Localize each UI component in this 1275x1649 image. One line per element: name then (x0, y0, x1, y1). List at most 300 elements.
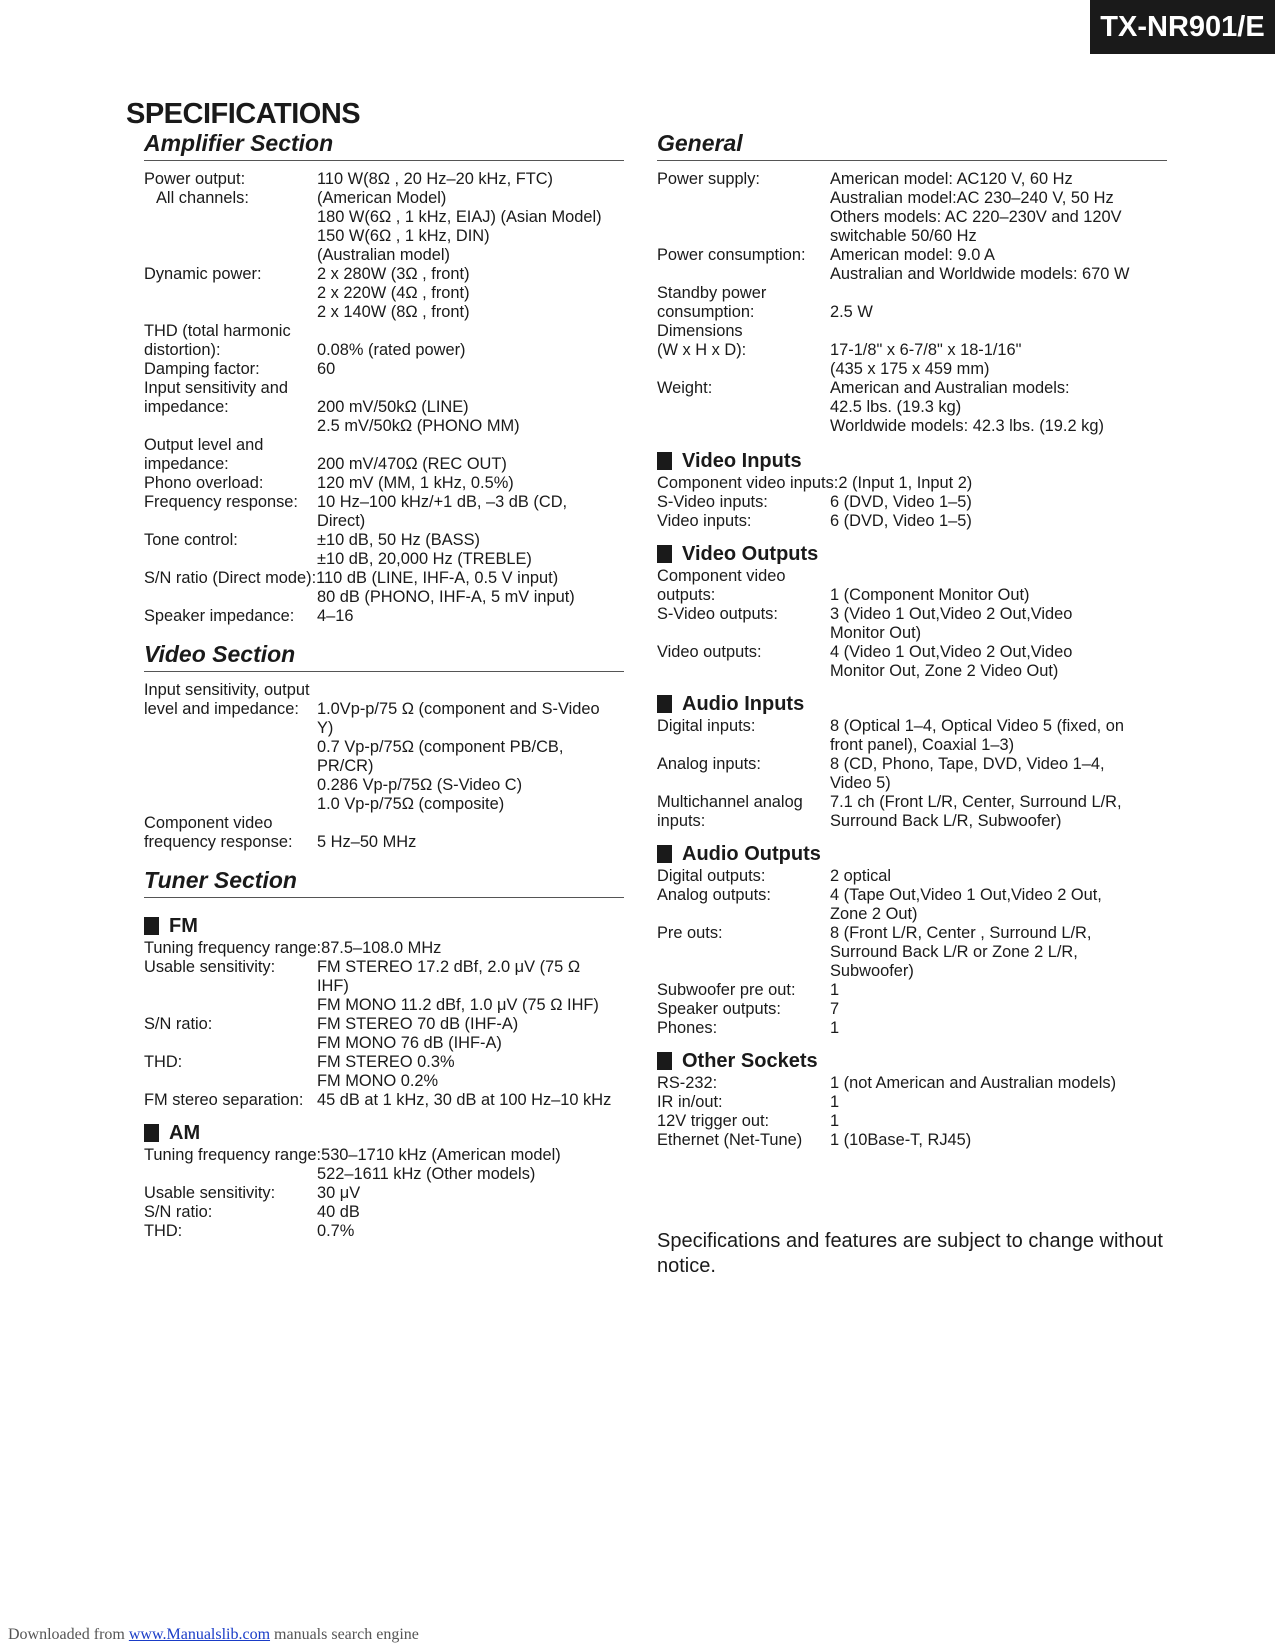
spec-label (144, 550, 317, 569)
spec-value: 110 dB (LINE, IHF-A, 0.5 V input) (316, 569, 559, 587)
spec-row (657, 567, 1167, 586)
right-column (657, 128, 1167, 1150)
spec-row (657, 341, 1167, 360)
spec-row (144, 776, 624, 795)
spec-label (144, 246, 317, 265)
spec-row (144, 303, 624, 322)
spec-row (144, 833, 624, 852)
subsection-title: Audio Inputs (682, 693, 805, 715)
spec-label: THD: (144, 1222, 183, 1240)
spec-label: consumption: (657, 303, 755, 321)
spec-value: Surround Back L/R or Zone 2 L/R, (830, 943, 1078, 961)
square-bullet-icon (144, 917, 159, 935)
spec-value: Direct) (317, 512, 366, 530)
spec-row (144, 189, 624, 208)
spec-label: All channels: (156, 189, 249, 207)
spec-row (657, 379, 1167, 398)
spec-value: 45 dB at 1 kHz, 30 dB at 100 Hz–10 kHz (317, 1091, 612, 1109)
subsection-fm (144, 914, 624, 1110)
spec-value: Subwoofer) (830, 962, 914, 980)
spec-label: Video inputs: (657, 512, 752, 530)
square-bullet-icon (144, 1124, 159, 1142)
spec-label: FM stereo separation: (144, 1091, 304, 1109)
spec-row (144, 284, 624, 303)
spec-label (144, 417, 317, 436)
spec-label (657, 265, 830, 284)
spec-row (144, 569, 624, 588)
spec-label: Phones: (657, 1019, 718, 1037)
spec-label: RS-232: (657, 1074, 718, 1092)
spec-value: 8 (Front L/R, Center , Surround L/R, (830, 924, 1092, 942)
spec-label: Input sensitivity and (144, 379, 288, 397)
spec-value: IHF) (317, 977, 349, 995)
spec-label (657, 962, 830, 981)
spec-label: S-Video inputs: (657, 493, 768, 511)
spec-value: 2 (Input 1, Input 2) (838, 474, 973, 492)
subsection-heading (657, 842, 1167, 866)
spec-label (144, 588, 317, 607)
spec-value: 3 (Video 1 Out,Video 2 Out,Video (830, 605, 1073, 623)
spec-label: Speaker outputs: (657, 1000, 781, 1018)
spec-value: 1 (10Base-T, RJ45) (830, 1131, 972, 1149)
spec-label: Multichannel analog (657, 793, 803, 811)
spec-row (144, 1222, 624, 1241)
subsection-audio-outputs (657, 842, 1167, 1038)
spec-row (657, 474, 1167, 493)
spec-row (144, 996, 624, 1015)
spec-label (144, 303, 317, 322)
spec-row (144, 588, 624, 607)
spec-value: 87.5–108.0 MHz (321, 939, 442, 957)
spec-value: ±10 dB, 20,000 Hz (TREBLE) (317, 550, 532, 568)
spec-label: S/N ratio (Direct mode): (144, 569, 317, 587)
spec-row (144, 246, 624, 265)
spec-label (657, 398, 830, 417)
spec-row (144, 1034, 624, 1053)
spec-value (317, 436, 624, 455)
spec-row (144, 700, 624, 719)
spec-row (657, 208, 1167, 227)
spec-label: Tone control: (144, 531, 238, 549)
spec-row (144, 493, 624, 512)
spec-value: Monitor Out, Zone 2 Video Out) (830, 662, 1059, 680)
spec-row (144, 379, 624, 398)
spec-value: 60 (317, 360, 336, 378)
section-video-section (144, 639, 624, 852)
spec-label: impedance: (144, 398, 229, 416)
spec-value: 10 Hz–100 kHz/+1 dB, –3 dB (CD, (317, 493, 568, 511)
spec-row (657, 284, 1167, 303)
spec-value: Surround Back L/R, Subwoofer) (830, 812, 1062, 830)
spec-value: FM STEREO 0.3% (317, 1053, 455, 1071)
spec-label: Input sensitivity, output (144, 681, 310, 699)
spec-value: 2.5 W (830, 303, 873, 321)
spec-value: 5 Hz–50 MHz (317, 833, 417, 851)
spec-value (830, 284, 1167, 303)
spec-row (657, 1074, 1167, 1093)
spec-label: distortion): (144, 341, 221, 359)
spec-row (657, 227, 1167, 246)
spec-row (657, 924, 1167, 943)
spec-label: inputs: (657, 812, 706, 830)
spec-value: 1 (Component Monitor Out) (830, 586, 1030, 604)
spec-label (657, 905, 830, 924)
footer-suffix: manuals search engine (270, 1626, 419, 1643)
spec-label: Weight: (657, 379, 713, 397)
spec-value: 40 dB (317, 1203, 360, 1221)
spec-label: (W x H x D): (657, 341, 747, 359)
spec-row (144, 939, 624, 958)
spec-label: Speaker impedance: (144, 607, 295, 625)
spec-value (317, 379, 624, 398)
subsection-heading (657, 692, 1167, 716)
subsection-heading (144, 914, 624, 938)
spec-row (657, 170, 1167, 189)
spec-value: 0.7 Vp-p/75Ω (component PB/CB, PR/CR) (317, 738, 564, 775)
spec-label (144, 738, 317, 776)
spec-row (144, 531, 624, 550)
spec-row (144, 814, 624, 833)
spec-label: IR in/out: (657, 1093, 723, 1111)
spec-row (657, 662, 1167, 681)
spec-label (144, 776, 317, 795)
spec-label: Damping factor: (144, 360, 260, 378)
spec-value: 4 (Tape Out,Video 1 Out,Video 2 Out, (830, 886, 1102, 904)
spec-row (144, 1184, 624, 1203)
subsection-other-sockets (657, 1049, 1167, 1150)
square-bullet-icon (657, 1052, 672, 1070)
spec-value: Video 5) (830, 774, 891, 792)
spec-value: switchable 50/60 Hz (830, 227, 977, 245)
subsection-video-inputs (657, 449, 1167, 531)
spec-label: Pre outs: (657, 924, 723, 942)
spec-label (657, 208, 830, 227)
spec-label: Component video inputs: (657, 474, 839, 492)
spec-value (830, 322, 1167, 341)
spec-label: outputs: (657, 586, 716, 604)
spec-label (144, 512, 317, 531)
spec-value: 1 (830, 1093, 840, 1111)
subsection-am (144, 1121, 624, 1241)
spec-row (144, 227, 624, 246)
spec-value (317, 814, 624, 833)
spec-value: (435 x 175 x 459 mm) (830, 360, 990, 378)
spec-row (657, 303, 1167, 322)
spec-row (144, 474, 624, 493)
spec-value: 8 (CD, Phono, Tape, DVD, Video 1–4, (830, 755, 1105, 773)
spec-row (657, 605, 1167, 624)
spec-value: 1.0 Vp-p/75Ω (composite) (317, 795, 505, 813)
spec-row (144, 1072, 624, 1091)
spec-label (144, 227, 317, 246)
spec-label: Component video (144, 814, 273, 832)
spec-label: S/N ratio: (144, 1015, 213, 1033)
spec-row (144, 417, 624, 436)
spec-value: 0.286 Vp-p/75Ω (S-Video C) (317, 776, 523, 794)
spec-value: FM MONO 0.2% (317, 1072, 439, 1090)
spec-value: FM MONO 76 dB (IHF-A) (317, 1034, 502, 1052)
spec-value: Y) (317, 719, 334, 737)
square-bullet-icon (657, 695, 672, 713)
subsection-heading (657, 542, 1167, 566)
spec-row (657, 962, 1167, 981)
spec-value: 522–1611 kHz (Other models) (317, 1165, 536, 1183)
spec-label: Power consumption: (657, 246, 806, 264)
spec-label: S/N ratio: (144, 1203, 213, 1221)
footer (8, 1626, 419, 1644)
spec-value (830, 567, 1167, 586)
square-bullet-icon (657, 452, 672, 470)
spec-row (657, 793, 1167, 812)
spec-label: impedance: (144, 455, 229, 473)
spec-row (144, 512, 624, 531)
spec-row (144, 208, 624, 227)
spec-label: Phono overload: (144, 474, 264, 492)
spec-row (657, 1093, 1167, 1112)
spec-label: Digital outputs: (657, 867, 766, 885)
spec-row (657, 189, 1167, 208)
spec-value: 4–16 (317, 607, 354, 625)
spec-row (657, 812, 1167, 831)
model-tag: TX-NR901/E (1090, 0, 1275, 54)
spec-value: ±10 dB, 50 Hz (BASS) (317, 531, 480, 549)
subsection-heading (657, 449, 1167, 473)
spec-value (317, 322, 624, 341)
spec-value: American and Australian models: (830, 379, 1070, 397)
spec-value: 4 (Video 1 Out,Video 2 Out,Video (830, 643, 1073, 661)
spec-value: 42.5 lbs. (19.3 kg) (830, 398, 962, 416)
spec-label (657, 774, 830, 793)
spec-row (657, 1019, 1167, 1038)
spec-label: Digital inputs: (657, 717, 756, 735)
spec-value: 1 (830, 1112, 840, 1130)
spec-row (144, 1091, 624, 1110)
spec-row (144, 1015, 624, 1034)
spec-value: Monitor Out) (830, 624, 922, 642)
spec-row (657, 943, 1167, 962)
spec-label (144, 284, 317, 303)
spec-row (144, 607, 624, 626)
spec-row (657, 586, 1167, 605)
spec-value: FM MONO 11.2 dBf, 1.0 μV (75 Ω IHF) (317, 996, 599, 1014)
spec-row (144, 738, 624, 776)
spec-row (144, 341, 624, 360)
spec-value: 2 x 220W (4Ω , front) (317, 284, 470, 302)
spec-row (144, 265, 624, 284)
spec-label: Tuning frequency range: (144, 939, 322, 957)
spec-row (144, 322, 624, 341)
spec-label (144, 208, 317, 227)
spec-label: Component video (657, 567, 786, 585)
section-general (657, 128, 1167, 1150)
spec-label: 12V trigger out: (657, 1112, 770, 1130)
spec-label: Analog outputs: (657, 886, 771, 904)
spec-value: 17-1/8" x 6-7/8" x 18-1/16" (830, 341, 1022, 359)
spec-value: 150 W(6Ω , 1 kHz, DIN) (317, 227, 490, 245)
spec-value: 8 (Optical 1–4, Optical Video 5 (fixed, on (830, 717, 1124, 735)
spec-row (144, 719, 624, 738)
spec-value: 1 (830, 1019, 840, 1037)
spec-row (144, 1053, 624, 1072)
subsection-heading (144, 1121, 624, 1145)
spec-value: Others models: AC 220–230V and 120V (830, 208, 1122, 226)
spec-value: 1 (not American and Australian models) (830, 1074, 1117, 1092)
spec-row (144, 958, 624, 977)
spec-label: Dimensions (657, 322, 743, 340)
spec-value: (Australian model) (317, 246, 450, 264)
spec-label: Video outputs: (657, 643, 762, 661)
spec-row (657, 643, 1167, 662)
spec-value: 2 x 140W (8Ω , front) (317, 303, 470, 321)
manualslib-link[interactable]: www.Manualslib.com (128, 1626, 271, 1643)
spec-value: American model: AC120 V, 60 Hz (830, 170, 1073, 188)
spec-row (657, 398, 1167, 417)
spec-label (657, 227, 830, 246)
section-heading: General (657, 128, 1167, 161)
spec-row (657, 867, 1167, 886)
spec-value: 2 x 280W (3Ω , front) (317, 265, 470, 283)
spec-label (657, 360, 830, 379)
section-amplifier-section (144, 128, 624, 626)
spec-value: 0.7% (317, 1222, 355, 1240)
spec-label (657, 417, 830, 436)
spec-label: Tuning frequency range: (144, 1146, 322, 1164)
spec-row (657, 1112, 1167, 1131)
spec-label (144, 795, 317, 814)
spec-value: Worldwide models: 42.3 lbs. (19.2 kg) (830, 417, 1104, 435)
section-heading: Video Section (144, 639, 624, 672)
spec-row (657, 717, 1167, 736)
spec-label: Dynamic power: (144, 265, 262, 283)
spec-value: 7.1 ch (Front L/R, Center, Surround L/R, (830, 793, 1122, 811)
spec-label: Ethernet (Net-Tune) (657, 1131, 803, 1149)
spec-value: 2.5 mV/50kΩ (PHONO MM) (317, 417, 520, 435)
spec-row (657, 246, 1167, 265)
spec-label: Power supply: (657, 170, 760, 188)
spec-row (657, 1131, 1167, 1150)
spec-label (144, 1165, 317, 1184)
spec-label: THD (total harmonic (144, 322, 291, 340)
subsection-title: Other Sockets (682, 1050, 818, 1072)
subsection-title: FM (169, 915, 198, 937)
spec-value: 6 (DVD, Video 1–5) (830, 493, 972, 511)
subsection-title: Video Inputs (682, 450, 802, 472)
subsection-title: Video Outputs (682, 543, 819, 565)
spec-value: 120 mV (MM, 1 kHz, 0.5%) (317, 474, 514, 492)
spec-value: Australian and Worldwide models: 670 W (830, 265, 1130, 283)
spec-value: (American Model) (317, 189, 447, 207)
page-title: SPECIFICATIONS (126, 98, 361, 130)
spec-row (657, 886, 1167, 905)
spec-label: S-Video outputs: (657, 605, 778, 623)
change-notice: Specifications and features are subject to change without notice. (657, 1230, 1163, 1277)
spec-row (144, 1146, 624, 1165)
spec-label (657, 736, 830, 755)
spec-row (144, 436, 624, 455)
spec-row (657, 981, 1167, 1000)
spec-row (144, 977, 624, 996)
spec-row (144, 170, 624, 189)
spec-value: FM STEREO 70 dB (IHF-A) (317, 1015, 519, 1033)
spec-value: 6 (DVD, Video 1–5) (830, 512, 972, 530)
spec-row (657, 755, 1167, 774)
spec-value: 200 mV/50kΩ (LINE) (317, 398, 469, 416)
spec-label: Power output: (144, 170, 246, 188)
spec-value: 110 W(8Ω , 20 Hz–20 kHz, FTC) (317, 170, 554, 188)
spec-label (657, 624, 830, 643)
spec-row (657, 360, 1167, 379)
spec-row (657, 1000, 1167, 1019)
spec-row (657, 265, 1167, 284)
spec-value: 200 mV/470Ω (REC OUT) (317, 455, 507, 473)
spec-row (657, 736, 1167, 755)
spec-label: Usable sensitivity: (144, 958, 276, 976)
spec-row (657, 493, 1167, 512)
spec-value: 80 dB (PHONO, IHF-A, 5 mV input) (317, 588, 575, 606)
subsection-heading (657, 1049, 1167, 1073)
footer-prefix: Downloaded from (8, 1626, 129, 1643)
spec-row (144, 1203, 624, 1222)
spec-label: THD: (144, 1053, 183, 1071)
spec-label (144, 977, 317, 996)
subsection-title: Audio Outputs (682, 843, 821, 865)
section-heading: Tuner Section (144, 865, 624, 898)
spec-label: Output level and (144, 436, 264, 454)
spec-value: 530–1710 kHz (American model) (321, 1146, 561, 1164)
spec-row (657, 624, 1167, 643)
spec-row (657, 774, 1167, 793)
spec-label (144, 1072, 317, 1091)
spec-value: 30 μV (317, 1184, 361, 1202)
spec-label (144, 1034, 317, 1053)
spec-row (657, 322, 1167, 341)
spec-row (144, 681, 624, 700)
spec-row (144, 1165, 624, 1184)
spec-row (144, 455, 624, 474)
spec-value: Zone 2 Out) (830, 905, 918, 923)
spec-value: 0.08% (rated power) (317, 341, 466, 359)
spec-row (657, 905, 1167, 924)
subsection-audio-inputs (657, 692, 1167, 831)
spec-value: front panel), Coaxial 1–3) (830, 736, 1015, 754)
spec-value: Australian model:AC 230–240 V, 50 Hz (830, 189, 1114, 207)
spec-value: 2 optical (830, 867, 892, 885)
spec-label: Usable sensitivity: (144, 1184, 276, 1202)
spec-row (144, 550, 624, 569)
square-bullet-icon (657, 545, 672, 563)
spec-label (144, 719, 317, 738)
spec-label: Standby power (657, 284, 767, 302)
spec-label: Subwoofer pre out: (657, 981, 796, 999)
spec-row (657, 417, 1167, 436)
spec-label: frequency response: (144, 833, 293, 851)
spec-label (657, 189, 830, 208)
spec-row (144, 360, 624, 379)
spec-value: 180 W(6Ω , 1 kHz, EIAJ) (Asian Model) (317, 208, 602, 226)
square-bullet-icon (657, 845, 672, 863)
spec-row (144, 795, 624, 814)
spec-label: level and impedance: (144, 700, 299, 718)
spec-value: 1.0Vp-p/75 Ω (component and S-Video (317, 700, 600, 718)
section-tuner-section (144, 865, 624, 1241)
section-heading: Amplifier Section (144, 128, 624, 161)
spec-value: 1 (830, 981, 840, 999)
spec-label (144, 996, 317, 1015)
left-column (144, 128, 624, 1241)
spec-label (657, 943, 830, 962)
spec-value: 7 (830, 1000, 840, 1018)
spec-label: Analog inputs: (657, 755, 761, 773)
